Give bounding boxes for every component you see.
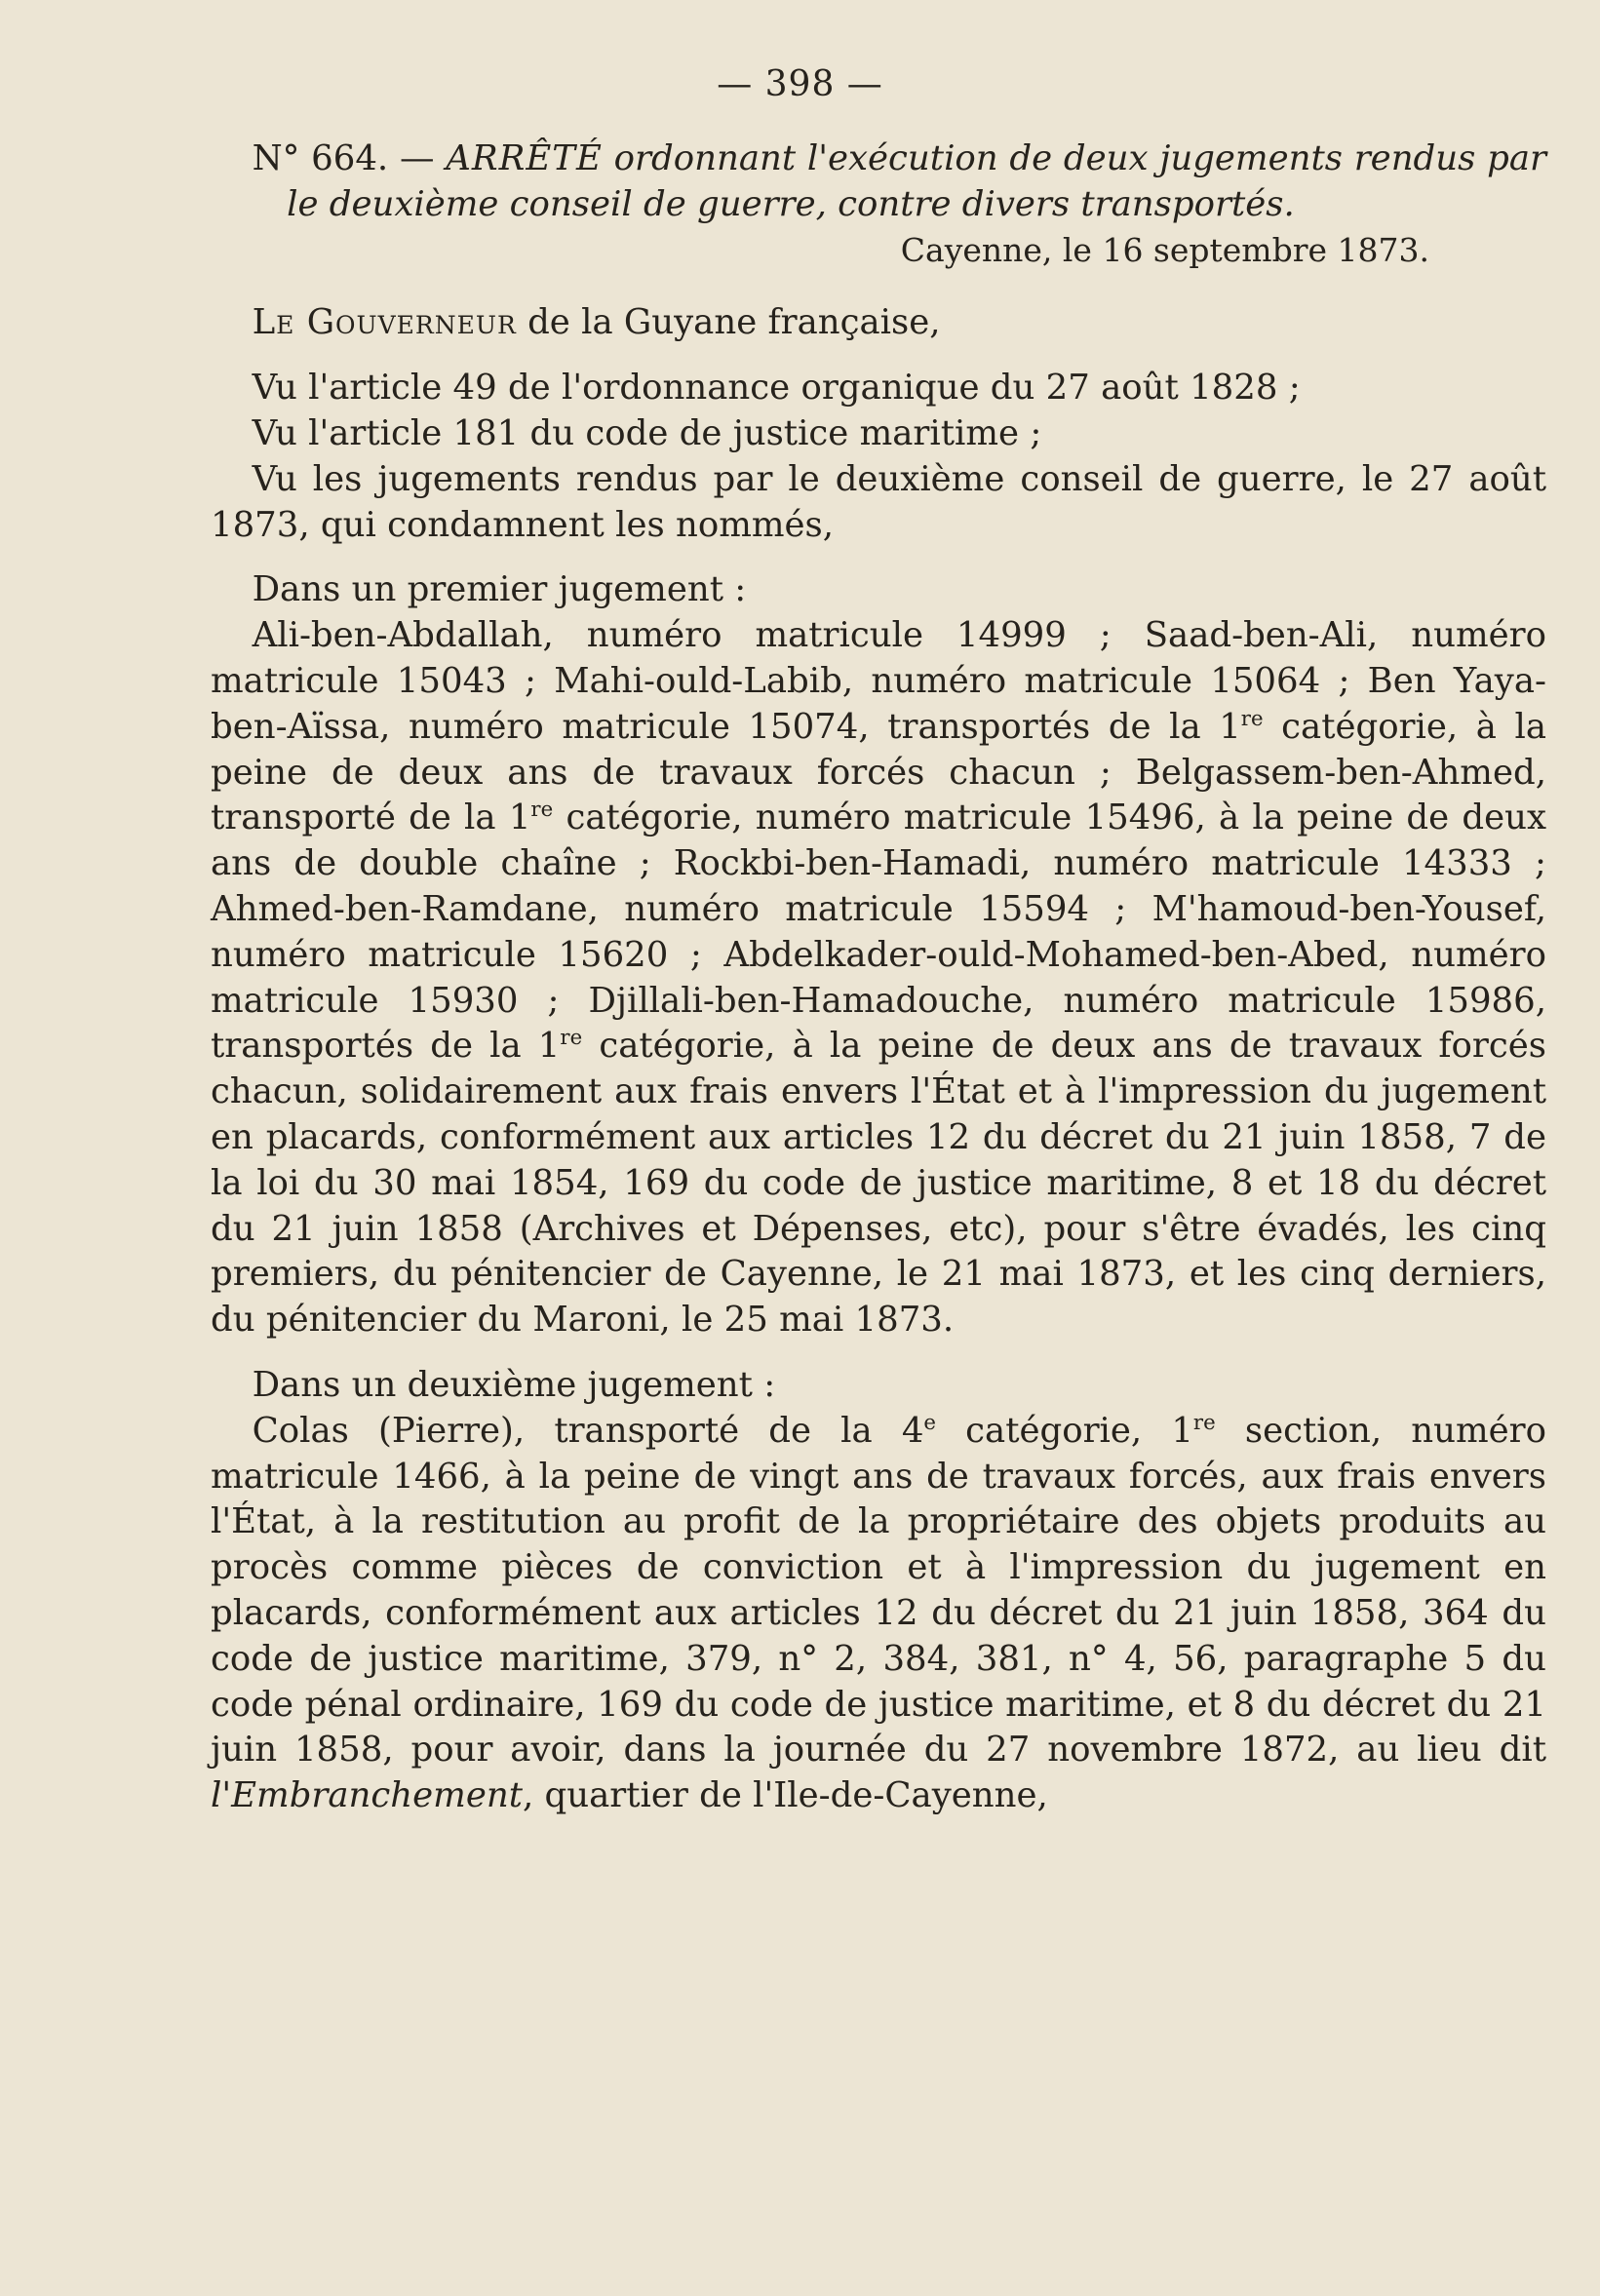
second-judgment-part-2: catégorie, 1 (936, 1410, 1193, 1451)
decree-number: N° 664. — (252, 138, 435, 178)
first-judgment-sup-3: re (560, 1026, 583, 1051)
decree-heading (211, 136, 1546, 228)
first-judgment-sup-2: re (530, 798, 554, 823)
governor-line (211, 300, 1546, 346)
consideration-1: Vu l'article 49 de l'ordonnance organique du 27 août 1828 ; (252, 368, 1301, 409)
governor-rest: de la Guyane française, (527, 302, 941, 343)
second-judgment-part-3: section, numéro matricule 1466, à la peine de vingt ans de travaux forcés, aux frais envers l'État, à la restitution au profit de la propriétaire des objets produits au procès comme pièces de conviction et à l'impression du jugement en placards, conformément aux articles 12 du décret du 21 juin 1858, 364 du code de justice maritime, 379, n° 2, 384, 381, n° 4, 56, paragraphe 5 du code pénal ordinaire, 169 du code de justice maritime, et 8 du décret du 21 juin 1858, pour avoir, dans la journée du 27 novembre 1872, au lieu dit (211, 1410, 1546, 1771)
governor-lead: Le Gouverneur (252, 302, 517, 343)
dateline: Cayenne, le 16 septembre 1873. (900, 230, 1429, 269)
page-number: — 398 — (717, 64, 883, 104)
second-judgment-part-4: , quartier de l'Ile-de-Cayenne, (522, 1775, 1048, 1816)
first-judgment-part-3: catégorie, numéro matricule 15496, à la peine de deux ans de double chaîne ; Rockbi-ben-Hamadi, numéro matricule 14333 ; Ahmed-ben-Ramdane, numéro matricule 15594 ; M'hamoud-ben-Yousef, numéro matricule 15620 ; Abdelkader-ould-Mohamed-ben-Abed, numéro matricule 15930 ; Djillali-ben-Hamadouche, numéro matricule 15986, transportés de la 1 (211, 798, 1546, 1067)
second-judgment-sup-1: e (923, 1410, 937, 1435)
first-judgment-label: Dans un premier jugement : (252, 569, 747, 610)
first-judgment-text (211, 613, 1546, 1343)
body-text (211, 136, 1546, 1819)
second-judgment-sup-2: re (1192, 1410, 1216, 1435)
consideration-2: Vu l'article 181 du code de justice maritime ; (252, 412, 1042, 453)
decree-title: ordonnant l'exécution de deux jugements rendus par le deuxième conseil de guerre, contre divers transportés. (287, 138, 1546, 224)
consideration-3: Vu les jugements rendus par le deuxième conseil de guerre, le 27 août 1873, qui condamnent les nommés, (211, 458, 1546, 545)
second-judgment-label: Dans un deuxième jugement : (252, 1364, 776, 1405)
decree-title-lead: ARRÊTÉ (446, 138, 603, 178)
second-judgment-text (211, 1409, 1546, 1819)
first-judgment-part-1: Ali-ben-Abdallah, numéro matricule 14999 ; Saad-ben-Ali, numéro matricule 15043 ; Mahi-ould-Labib, numéro matricule 15064 ; Ben Yaya-ben-Aïssa, numéro matricule 15074, transportés de la 1 (211, 615, 1546, 747)
first-judgment-sup-1: re (1240, 706, 1264, 731)
first-judgment-part-2: catégorie, à la peine de deux ans de travaux forcés chacun ; Belgassem-ben-Ahmed, transporté de la 1 (211, 706, 1546, 838)
place-name: l'Embranchement (211, 1775, 523, 1816)
second-judgment-part-1: Colas (Pierre), transporté de la 4 (252, 1410, 924, 1451)
first-judgment-part-4: catégorie, à la peine de deux ans de travaux forcés chacun, solidairement aux frais envers l'État et à l'impression du jugement en placards, conformément aux articles 12 du décret du 21 juin 1858, 7 de la loi du 30 mai 1854, 169 du code de justice maritime, 8 et 18 du décret du 21 juin 1858 (Archives et Dépenses, etc), pour s'être évadés, les cinq premiers, du pénitencier de Cayenne, le 21 mai 1873, et les cinq derniers, du pénitencier du Maroni, le 25 mai 1873. (211, 1026, 1547, 1341)
